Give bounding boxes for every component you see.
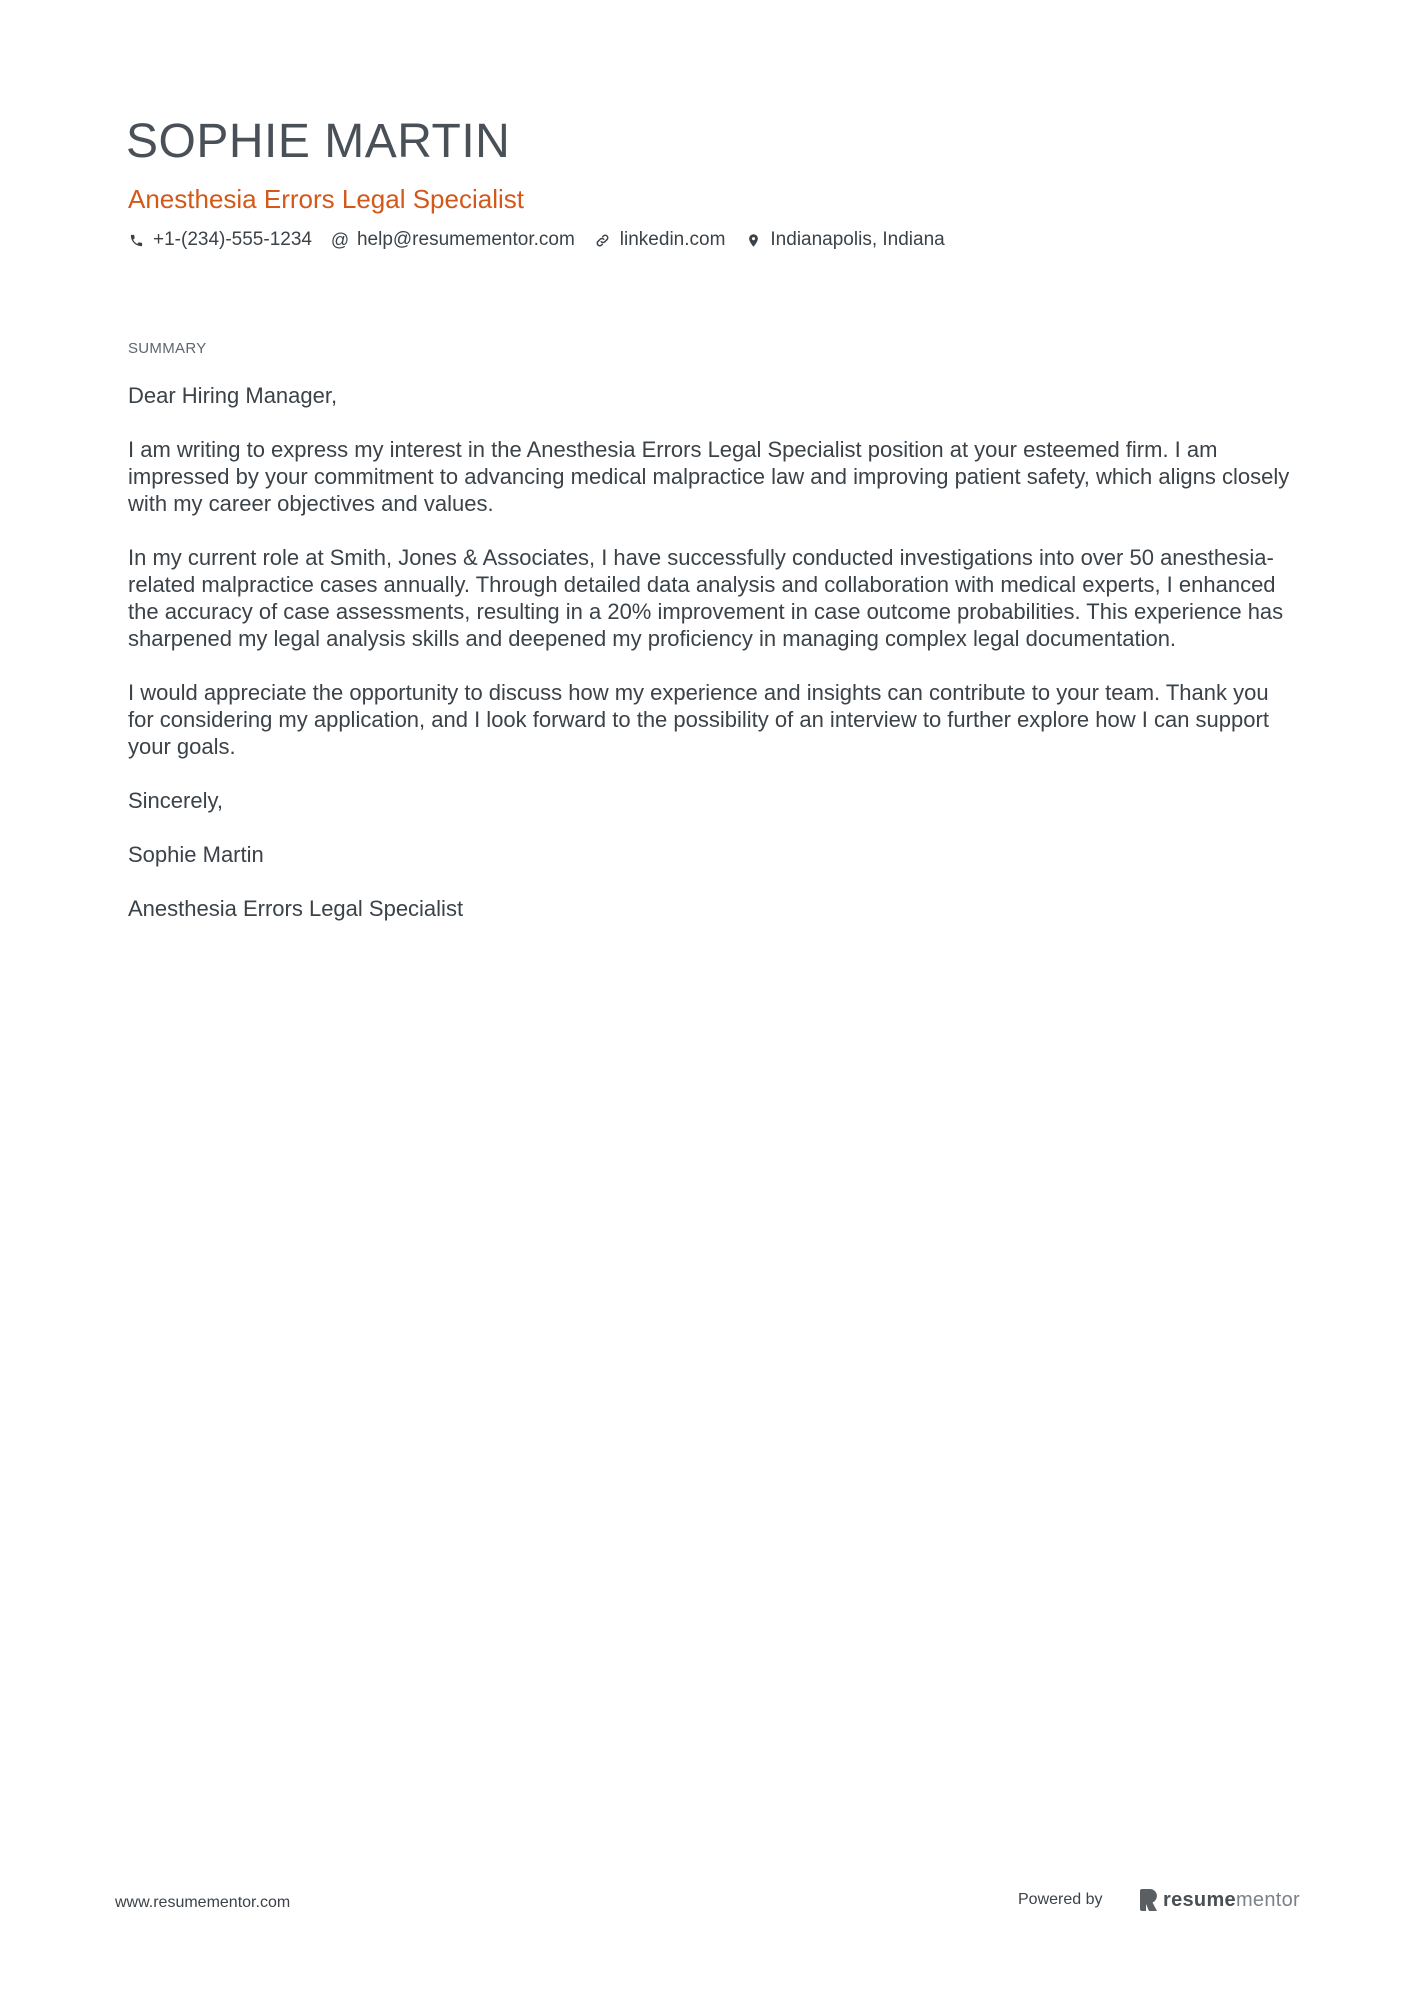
signature-name: Sophie Martin	[128, 842, 264, 867]
contact-row	[128, 228, 965, 252]
contact-phone	[128, 229, 312, 251]
signature-title: Anesthesia Errors Legal Specialist	[128, 896, 464, 921]
phone-text: +1-(234)-555-1234	[153, 229, 312, 250]
closing: Sincerely,	[128, 788, 223, 813]
candidate-name: SOPHIE MARTIN	[126, 115, 511, 168]
linkedin-text[interactable]: linkedin.com	[619, 229, 726, 250]
at-icon: @	[330, 230, 350, 250]
paragraph-intro: I am writing to express my interest in the Anesthesia Errors Legal Specialist position at your esteemed firm. I am impressed by your commitment to advancing medical malpractice law and improving patient safety, which aligns closely with my career objectives and values.	[128, 437, 1290, 516]
resumementor-logo[interactable]	[1140, 1884, 1300, 1916]
contact-location	[745, 229, 944, 251]
resumementor-logo-icon	[1140, 1889, 1157, 1911]
powered-by-label: Powered by	[1018, 1891, 1103, 1908]
salutation: Dear Hiring Manager,	[128, 383, 338, 408]
summary-heading: SUMMARY	[128, 340, 207, 357]
brand-resume: resume	[1163, 1888, 1236, 1911]
paragraph-closing: I would appreciate the opportunity to discuss how my experience and insights can contribute to your team. Thank you for considering my application, and I look forward to the possibility of an interview to further explore how I can support your goals.	[128, 680, 1269, 759]
paragraph-experience: In my current role at Smith, Jones & Associates, I have successfully conducted investigations into over 50 anesthesia-related malpractice cases annually. Through detailed data analysis and collaboration with medical experts, I enhanced the accuracy of case assessments, resulting in a 20% improvement in case outcome probabilities. This experience has sharpened my legal analysis skills and deepened my proficiency in managing complex legal documentation.	[128, 545, 1284, 651]
location-pin-icon	[745, 232, 761, 248]
footer-website-link[interactable]: www.resumementor.com	[115, 1894, 291, 1911]
job-title: Anesthesia Errors Legal Specialist	[128, 184, 524, 214]
letter-body	[128, 382, 1293, 949]
contact-email[interactable]	[332, 229, 575, 251]
location-text: Indianapolis, Indiana	[770, 229, 945, 250]
phone-icon	[128, 232, 144, 248]
link-icon	[595, 232, 611, 248]
brand-mentor: mentor	[1235, 1888, 1300, 1911]
email-text[interactable]: help@resumementor.com	[356, 229, 575, 250]
contact-linkedin[interactable]	[595, 229, 726, 251]
